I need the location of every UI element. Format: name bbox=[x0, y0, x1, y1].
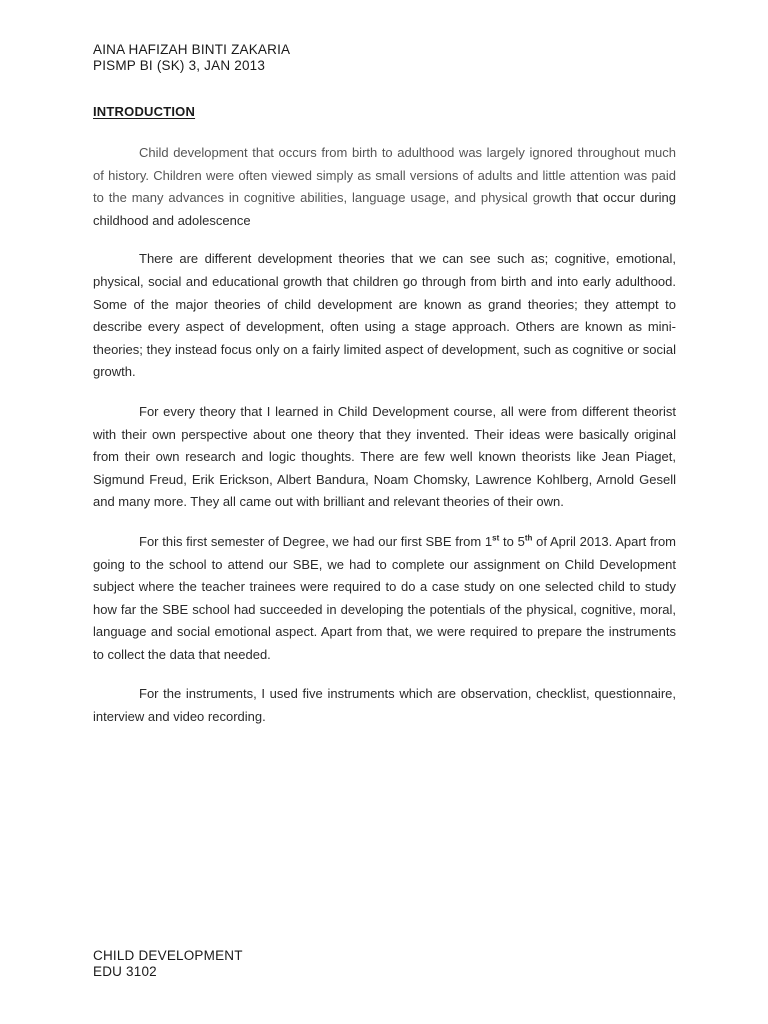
paragraph-2: There are different development theories that we can see such as; cognitive, emotional, physical, social and educational growth that children go through from birth and into early adulthood. Some of the major theories of child development are known as grand theories; they attempt to describe every aspect of development, often using a stage approach. Others are known as mini-theories; they instead focus only on a fairly limited aspect of development, such as cognitive or social growth. bbox=[93, 251, 676, 380]
ordinal-suffix-th: th bbox=[524, 533, 533, 543]
author-name: AINA HAFIZAH BINTI ZAKARIA bbox=[93, 42, 291, 57]
paragraph-5: For the instruments, I used five instruments which are observation, checklist, questionnaire, interview and video recording. bbox=[93, 686, 676, 725]
paragraph-1-text-end: that occur during childhood and adolescence bbox=[93, 190, 676, 228]
document-header bbox=[93, 42, 290, 74]
document-body bbox=[93, 142, 676, 747]
paragraph-1-text: Child development that occurs from birth to adulthood was largely ignored throughout much of history. Children were often viewed simply as small versions of adults and little attention was paid to the many advances in cognitive abilities, language usage, and physical growth bbox=[93, 145, 676, 206]
paragraph-4 bbox=[93, 531, 676, 667]
section-title: INTRODUCTION bbox=[93, 104, 196, 119]
paragraph-4-text-b: to 5 bbox=[499, 533, 525, 549]
footer-subject: CHILD DEVELOPMENT bbox=[93, 948, 243, 963]
footer-code: EDU 3102 bbox=[93, 964, 157, 979]
paragraph-4-text-a: For this first semester of Degree, we had our first SBE from 1 bbox=[139, 533, 493, 549]
paragraph-4-text-c: of April 2013. Apart from going to the school to attend our SBE, we had to complete our assignment on Child Development subject where the teacher trainees were required to do a case study on one selected child to study how far the SBE school had succeeded in developing the potentials of the physical, cognitive, moral, language and social emotional aspect. Apart from that, we were required to prepare the instruments to collect the data that needed. bbox=[93, 533, 676, 662]
paragraph-3: For every theory that I learned in Child Development course, all were from different theorist with their own perspective about one theory that they invented. Their ideas were basically original from their own research and logic thoughts. There are few well known theorists like Jean Piaget, Sigmund Freud, Erik Erickson, Albert Bandura, Noam Chomsky, Lawrence Kohlberg, Arnold Gesell and many more. They all came out with brilliant and relevant theories of their own. bbox=[93, 403, 676, 510]
course-info: PISMP BI (SK) 3, JAN 2013 bbox=[93, 58, 266, 73]
document-footer bbox=[93, 948, 243, 980]
paragraph-1 bbox=[93, 142, 676, 232]
ordinal-suffix-st: st bbox=[492, 533, 500, 543]
